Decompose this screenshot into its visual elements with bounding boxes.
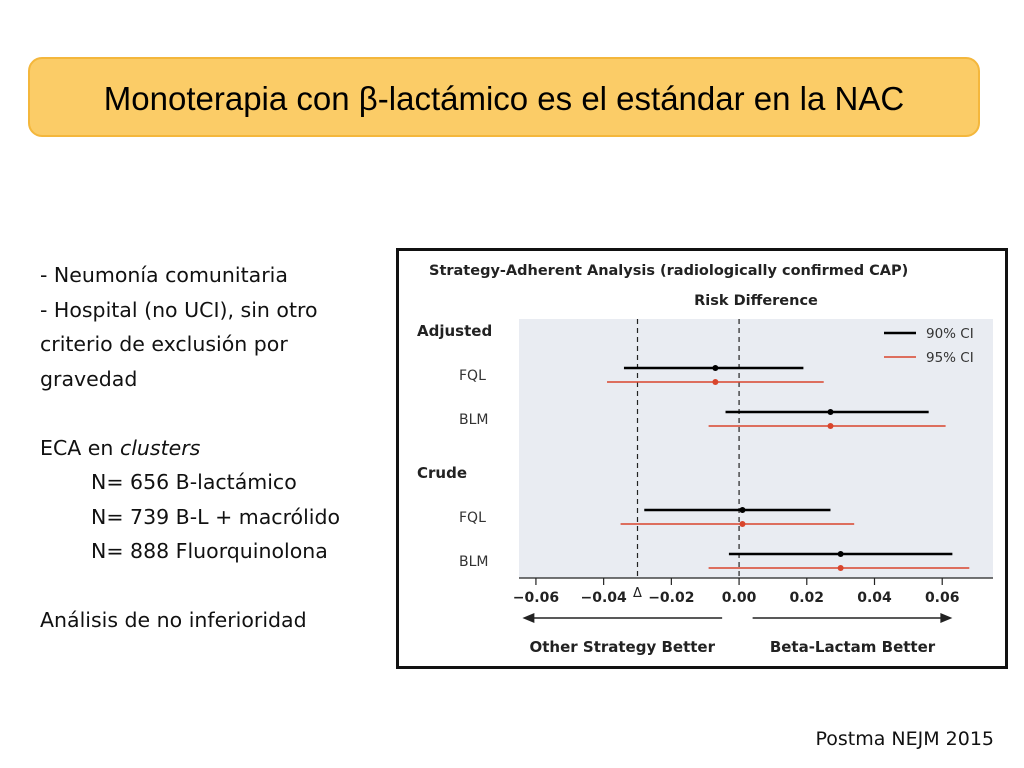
citation: Postma NEJM 2015 — [815, 728, 994, 750]
x-tick-label: 0.00 — [721, 590, 757, 606]
group-label: Crude — [417, 464, 467, 482]
x-tick-label: 0.02 — [789, 590, 825, 606]
group-line: N= 656 B-lactámico — [91, 470, 297, 494]
row-label: BLM — [459, 412, 489, 428]
legend-label: 90% CI — [926, 326, 974, 342]
forest-plot — [399, 251, 1005, 666]
estimate-point-90 — [838, 551, 844, 557]
x-tick-label: −0.04 — [580, 590, 627, 606]
x-tick-label: −0.06 — [512, 590, 560, 606]
analysis-line: Análisis de no inferioridad — [40, 608, 307, 632]
chart-subtitle: Risk Difference — [694, 293, 818, 309]
group-line: N= 888 Fluorquinolona — [91, 539, 328, 563]
estimate-point-95 — [827, 423, 833, 429]
eca-prefix: ECA en — [40, 435, 120, 460]
bullet-line: criterio de exclusión por — [40, 332, 288, 356]
eca-clusters: clusters — [119, 435, 201, 460]
x-tick-label: −0.02 — [648, 590, 695, 606]
bullet-list — [40, 258, 400, 638]
slide-title: Monoterapia con β-lactámico es el estándar en la NAC — [103, 80, 905, 117]
arrow-right-label: Beta-Lactam Better — [769, 638, 936, 656]
group-label: Adjusted — [417, 322, 493, 340]
row-label: FQL — [459, 510, 486, 526]
estimate-point-95 — [739, 521, 745, 527]
group-line: N= 739 B-L + macrólido — [91, 504, 341, 529]
title-banner — [28, 57, 980, 137]
legend-label: 95% CI — [926, 350, 974, 366]
estimate-point-90 — [739, 507, 745, 513]
estimate-point-95 — [838, 565, 844, 571]
arrow-left-head — [522, 613, 534, 623]
x-tick-label: 0.04 — [857, 590, 892, 606]
arrow-right-head — [940, 613, 952, 623]
margin-label: Δ — [633, 586, 642, 601]
plot-background — [519, 319, 993, 578]
row-label: FQL — [459, 368, 486, 384]
bullet-line: - Neumonía comunitaria — [40, 263, 288, 287]
eca-line — [40, 431, 400, 466]
x-tick-label: 0.06 — [924, 590, 960, 606]
estimate-point-90 — [712, 365, 718, 371]
chart-title: Strategy-Adherent Analysis (radiologically confirmed CAP) — [429, 263, 909, 279]
estimate-point-95 — [712, 379, 718, 385]
arrow-left-label: Other Strategy Better — [529, 638, 716, 656]
estimate-point-90 — [827, 409, 833, 415]
bullet-line: gravedad — [40, 366, 138, 391]
forest-plot-frame — [396, 248, 1008, 669]
row-label: BLM — [459, 554, 489, 570]
bullet-line: - Hospital (no UCI), sin otro — [40, 297, 318, 322]
